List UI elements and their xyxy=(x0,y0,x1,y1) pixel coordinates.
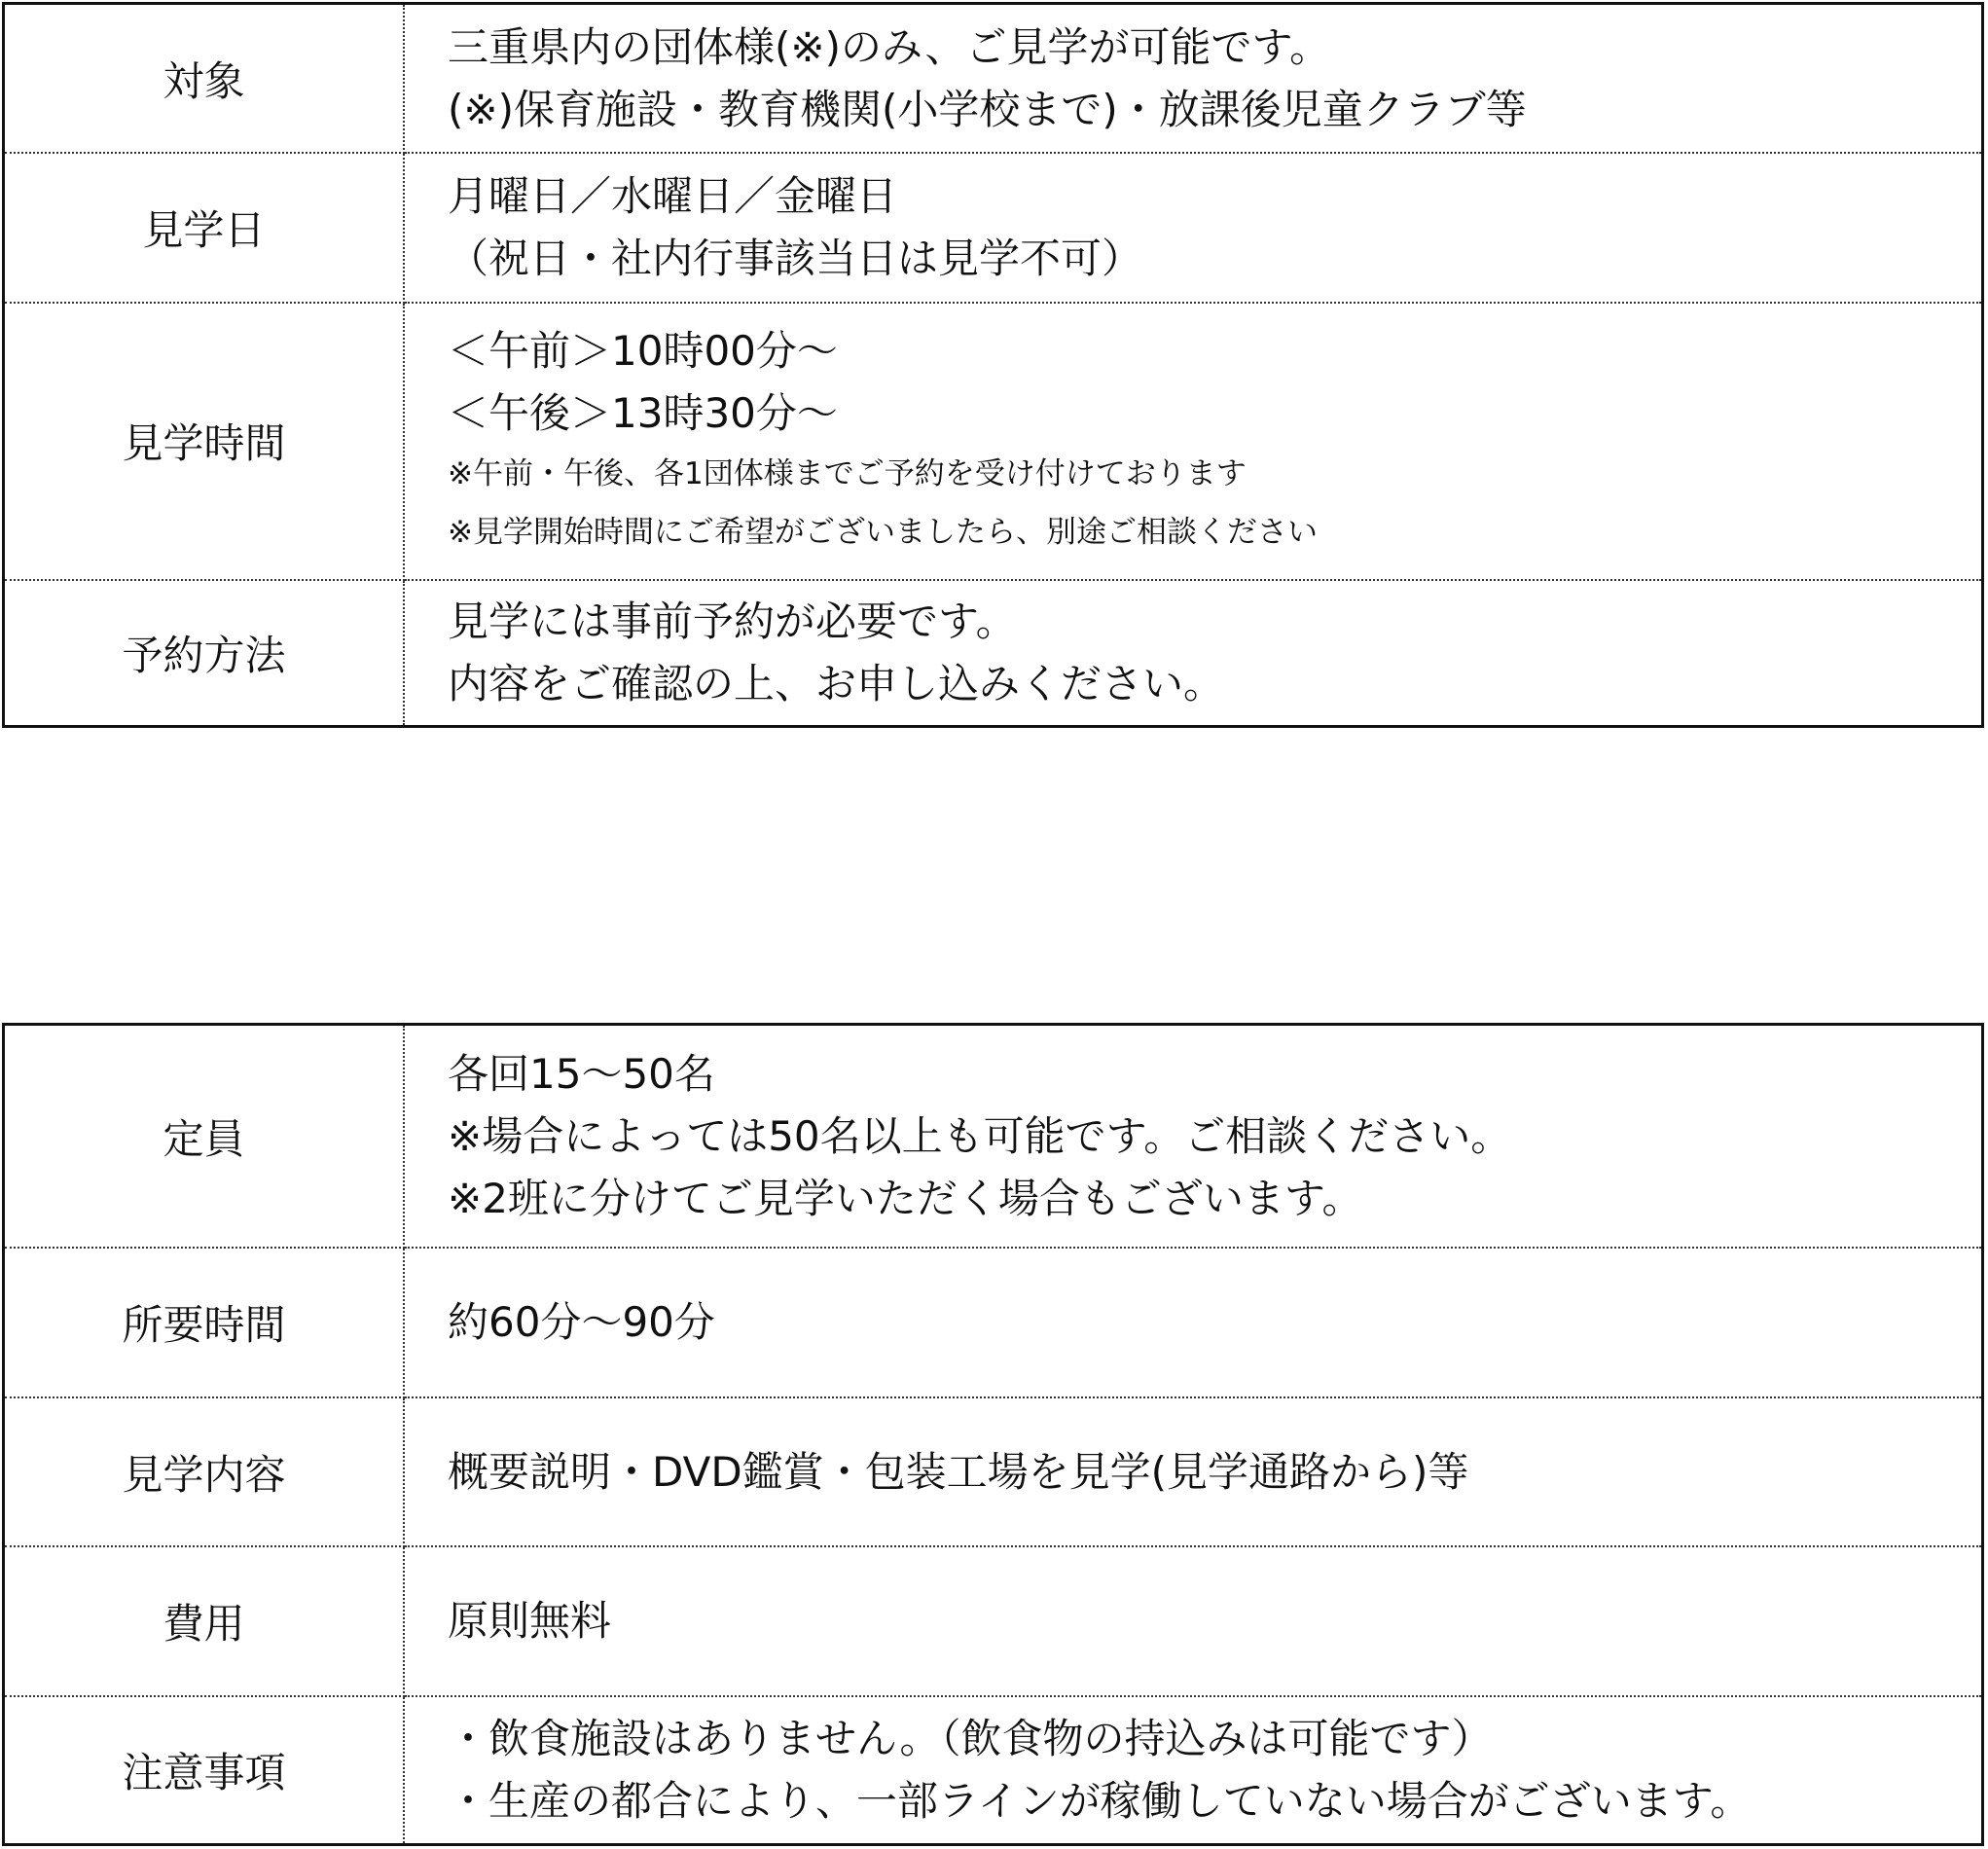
table-row-capacity xyxy=(4,1025,1983,1249)
row-value xyxy=(404,303,1983,580)
table-row-notes xyxy=(4,1696,1983,1845)
row-value xyxy=(404,1025,1983,1249)
row-label: 見学時間 xyxy=(4,303,405,580)
value-line: 見学には事前予約が必要です。 xyxy=(448,597,1017,645)
value-line: 三重県内の団体様(※)のみ、ご見学が可能です。 xyxy=(448,22,1331,71)
row-label: 見学内容 xyxy=(4,1397,405,1547)
table-row-fee xyxy=(4,1546,1983,1696)
row-label: 費用 xyxy=(4,1546,405,1696)
table-row-target xyxy=(4,4,1983,154)
value-line: 約60分～90分 xyxy=(448,1298,715,1347)
note-line: ※見学開始時間にご希望がございましたら、別途ご相談ください xyxy=(448,515,1318,551)
value-line: 月曜日／水曜日／金曜日 xyxy=(448,171,898,220)
row-value xyxy=(404,1696,1983,1845)
row-value xyxy=(404,1397,1983,1547)
value-line: ・生産の都合により、一部ラインが稼働していない場合がございます。 xyxy=(448,1776,1752,1825)
row-value xyxy=(404,4,1983,154)
row-label: 予約方法 xyxy=(4,580,405,727)
value-line: 概要説明・DVD鑑賞・包装工場を見学(見学通路から)等 xyxy=(448,1447,1469,1496)
row-label: 見学日 xyxy=(4,153,405,303)
value-line: 内容をご確認の上、お申し込みください。 xyxy=(448,659,1225,707)
value-line: (※)保育施設・教育機関(小学校まで)・放課後児童クラブ等 xyxy=(448,85,1527,133)
value-line: 原則無料 xyxy=(448,1597,612,1646)
value-line: ＜午後＞13時30分～ xyxy=(448,389,838,438)
row-label: 所要時間 xyxy=(4,1248,405,1397)
value-line: ・飲食施設はありません。（飲食物の持込みは可能です） xyxy=(448,1714,1493,1762)
table-row-visit-time xyxy=(4,303,1983,580)
row-value xyxy=(404,153,1983,303)
row-value xyxy=(404,1546,1983,1696)
tour-details-table xyxy=(2,1023,1984,1846)
table-row-content xyxy=(4,1397,1983,1547)
row-label: 対象 xyxy=(4,4,405,154)
table-row-reservation xyxy=(4,580,1983,727)
note-line: ※午前・午後、各1団体様までご予約を受け付けております xyxy=(448,456,1247,492)
row-value xyxy=(404,1248,1983,1397)
value-line: （祝日・社内行事該当日は見学不可） xyxy=(448,234,1143,282)
table-row-duration xyxy=(4,1248,1983,1397)
row-label: 注意事項 xyxy=(4,1696,405,1845)
value-line: 各回15～50名 xyxy=(448,1049,715,1098)
row-value xyxy=(404,580,1983,727)
value-line: ※場合によっては50名以上も可能です。ご相談ください。 xyxy=(448,1111,1512,1160)
table-row-visit-days xyxy=(4,153,1983,303)
row-label: 定員 xyxy=(4,1025,405,1249)
value-line: ※2班に分けてご見学いただく場合もございます。 xyxy=(448,1174,1363,1222)
tour-info-table xyxy=(2,2,1984,728)
value-line: ＜午前＞10時00分～ xyxy=(448,327,838,376)
